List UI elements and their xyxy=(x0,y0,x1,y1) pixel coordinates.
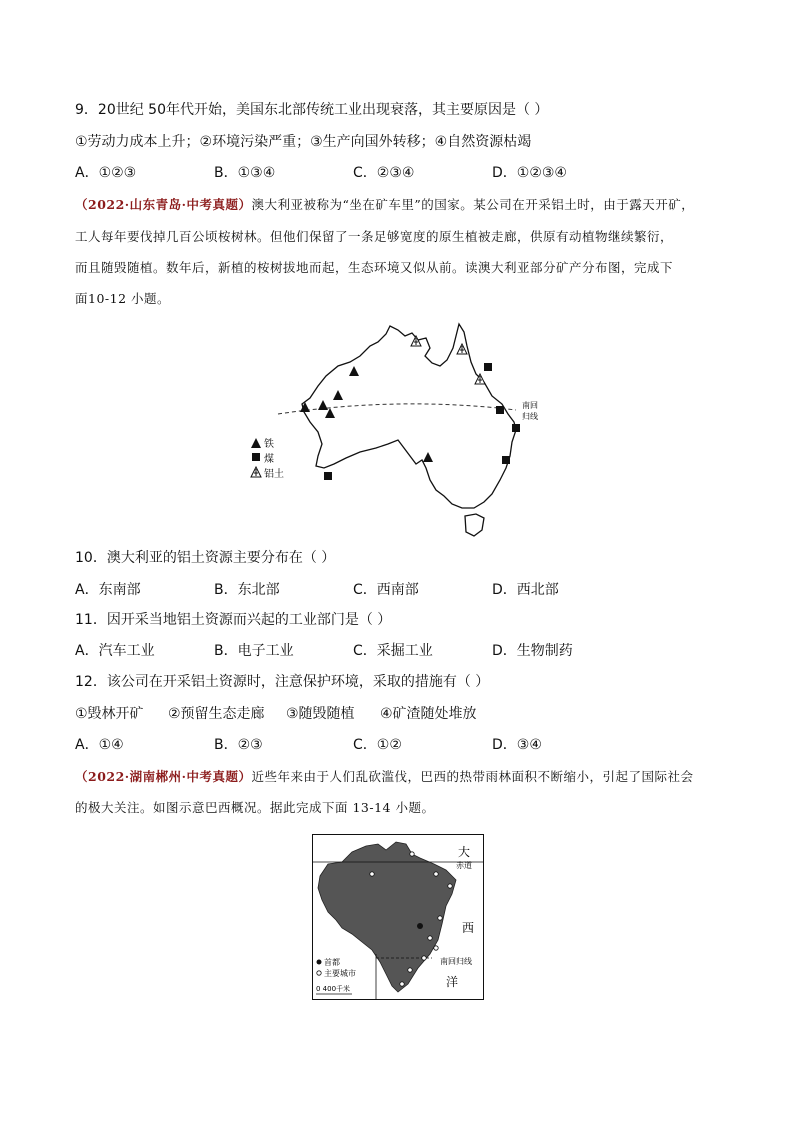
passage2-line2: 的极大关注。如图示意巴西概况。据此完成下面 13-14 小题。 xyxy=(75,800,435,815)
legend-bauxite-label: 铝土 xyxy=(264,469,284,480)
brazil-overview-map xyxy=(312,834,484,1000)
q10-option-a: A．东南部 xyxy=(75,582,141,598)
q12-statement-1: ①毁林开矿 xyxy=(75,706,144,722)
q12-option-d: D．③④ xyxy=(492,737,542,753)
q11-option-d: D．生物制药 xyxy=(492,643,573,659)
iron-marker xyxy=(318,400,328,410)
q9-option-c: C．②③④ xyxy=(353,165,415,181)
legend-coal-label: 煤 xyxy=(264,454,274,465)
legend-coal-icon xyxy=(252,453,260,461)
legend-bauxite-icon xyxy=(251,467,261,477)
q10-stem: 10．澳大利亚的铝土资源主要分布在（ ） xyxy=(75,550,336,566)
q11-stem: 11．因开采当地铝土资源而兴起的工业部门是（ ） xyxy=(75,612,392,628)
q12-stem: 12．该公司在开采铝土资源时，注意保护环境，采取的措施有（ ） xyxy=(75,674,490,690)
passage2-text1: 近些年来由于人们乱砍滥伐，巴西的热带雨林面积不断缩小，引起了国际社会 xyxy=(251,769,694,784)
q11-option-c: C．采掘工业 xyxy=(353,643,433,659)
q11-option-b: B．电子工业 xyxy=(214,643,294,659)
q12-statement-2: ②预留生态走廊 xyxy=(168,706,265,722)
legend-cities-label: 主要城市 xyxy=(324,969,356,978)
passage1-source: （2022·山东青岛·中考真题） xyxy=(75,197,252,212)
q12-statement-4: ④矿渣随处堆放 xyxy=(380,706,477,722)
ocean-label-1: 大 xyxy=(458,845,471,859)
ocean-label-2: 西 xyxy=(462,921,475,935)
iron-marker xyxy=(349,366,359,376)
q12-option-b: B．②③ xyxy=(214,737,263,753)
passage1-line4: 面10-12 小题。 xyxy=(75,291,171,306)
q9-option-a: A．①②③ xyxy=(75,165,137,181)
legend-capital-icon xyxy=(317,960,322,965)
tropic-line xyxy=(278,404,516,414)
legend-city-icon xyxy=(317,971,321,975)
australia-outline xyxy=(302,324,516,508)
q9-stem: 9．20世纪 50年代开始，美国东北部传统工业出现衰落，其主要原因是（ ） xyxy=(75,102,549,118)
capital-marker xyxy=(417,923,423,929)
coal-marker xyxy=(512,424,520,432)
passage2-line1 xyxy=(75,767,694,787)
q9-option-b: B．①③④ xyxy=(214,165,276,181)
passage2-source: （2022·湖南郴州·中考真题） xyxy=(75,769,252,784)
bauxite-marker xyxy=(411,336,421,346)
coal-marker xyxy=(324,472,332,480)
q12-statement-3: ③随毁随植 xyxy=(286,706,355,722)
tropic-label-2: 归线 xyxy=(522,412,538,421)
q11-option-a: A．汽车工业 xyxy=(75,643,155,659)
tropic-label: 南回归线 xyxy=(440,957,472,966)
scale-label: 0 400千米 xyxy=(316,985,351,993)
passage1-line3: 而且随毁随植。数年后，新植的桉树拔地而起，生态环境又似从前。读澳大利亚部分矿产分布图，完成下 xyxy=(75,260,674,275)
bauxite-marker xyxy=(475,374,485,384)
q10-option-c: C．西南部 xyxy=(353,582,419,598)
coal-marker xyxy=(502,456,510,464)
coal-marker xyxy=(496,406,504,414)
passage1-text1: 澳大利亚被称为“坐在矿车里”的国家。某公司在开采铝土时，由于露天开矿， xyxy=(251,197,695,212)
iron-marker xyxy=(300,402,310,412)
tasmania-outline xyxy=(465,514,484,536)
passage1-line2: 工人每年要伐掉几百公顷桉树林。但他们保留了一条足够宽度的原生植被走廊，供原有动植物继续繁衍， xyxy=(75,229,674,244)
equator-label: 赤道 xyxy=(456,861,472,870)
q10-option-d: D．西北部 xyxy=(492,582,559,598)
passage1-line1 xyxy=(75,195,694,215)
legend-capital-label: 首都 xyxy=(324,958,340,967)
iron-marker xyxy=(423,452,433,462)
q9-option-d: D．①②③④ xyxy=(492,165,567,181)
q12-option-a: A．①④ xyxy=(75,737,124,753)
legend-iron-label: 铁 xyxy=(264,439,274,450)
legend-iron-icon xyxy=(251,438,261,448)
q12-option-c: C．①② xyxy=(353,737,402,753)
tropic-label-1: 南回 xyxy=(522,401,538,410)
iron-marker xyxy=(333,390,343,400)
q10-option-b: B．东北部 xyxy=(214,582,280,598)
australia-mineral-map xyxy=(240,318,550,540)
ocean-label-3: 洋 xyxy=(446,975,459,989)
bauxite-marker xyxy=(457,344,467,354)
coal-marker xyxy=(484,363,492,371)
q9-statements: ①劳动力成本上升；②环境污染严重；③生产向国外转移；④自然资源枯竭 xyxy=(75,134,532,150)
